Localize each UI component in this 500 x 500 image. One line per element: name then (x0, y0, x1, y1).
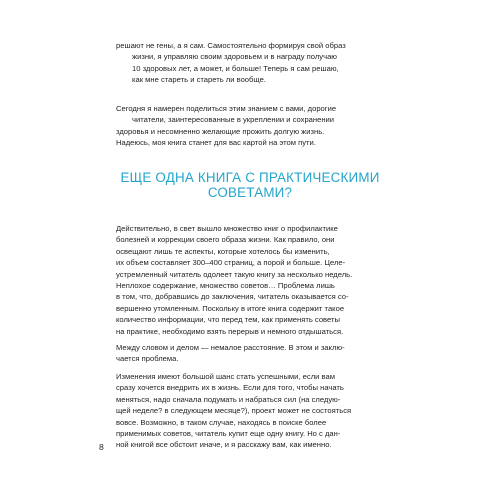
text-line: ной книгой все обстоит иначе, и я расскажу вам, как именно. (116, 440, 332, 450)
text-line: применимых советов, читатель купит еще одну книгу. Но с дан- (116, 429, 341, 439)
text-line: на практике, необходимо взять перерыв и немного отдышаться. (116, 326, 344, 336)
text-line: Изменения имеют большой шанс стать успешными, если вам (116, 372, 335, 381)
text-line: Между словом и делом — немалое расстояние. В этом и заклю- (116, 343, 345, 352)
intro-paragraph (116, 40, 378, 86)
paragraph-3 (116, 371, 378, 451)
text-line: в том, что, добравшись до заключения, читатель оказывается со- (116, 292, 349, 302)
section-heading (0, 170, 500, 200)
text-line: меняться, надо сначала подумать и набраться сил (на следую- (116, 394, 341, 404)
second-paragraph (116, 103, 378, 149)
text-line: щей неделе? в следующем месяце?), проект может не состояться (116, 406, 352, 416)
text-line: болезней и коррекции своего образа жизни. Как правило, они (116, 235, 335, 245)
text-line: жизни, я управляю своим здоровьем и в награду получаю (132, 52, 338, 62)
text-line: вершенно утомленным. Поскольку в итоге книга содержит такое (116, 303, 345, 313)
text-line: их объем составляет 300–400 страниц, а порой и больше. Целе- (116, 258, 346, 268)
text-line: чается проблема. (116, 354, 179, 364)
text-line: здоровья и несомненно желающие прожить долгую жизнь. (116, 126, 325, 136)
text-line: количество информации, что перед тем, как применять советы (116, 315, 340, 325)
text-line: как мне стареть и стареть ли вообще. (132, 75, 266, 85)
text-line: Неплохое содержание, множество советов… Проблема лишь (116, 281, 335, 291)
text-line: Сегодня я намерен поделиться этим знанием с вами, дорогие (116, 104, 337, 113)
heading-line: ЕЩЕ ОДНА КНИГА С ПРАКТИЧЕСКИМИ (120, 170, 380, 185)
text-line: Надеюсь, моя книга станет для вас картой на этом пути. (116, 138, 316, 148)
paragraph-1 (116, 223, 378, 337)
text-line: читатели, заинтересованные в укреплении и сохранении (132, 115, 335, 125)
heading-line: СОВЕТАМИ? (207, 185, 293, 201)
text-line: Действительно, в свет вышло множество книг о профилактике (116, 224, 338, 233)
text-line: 10 здоровых лет, а может, и больше! Теперь я сам решаю, (132, 63, 339, 73)
text-line: вовсе. Возможно, в таком случае, находясь в поиске более (116, 417, 327, 427)
text-line: сразу хочется внедрить их в жизнь. Если для того, чтобы начать (116, 383, 344, 393)
text-line: решают не гены, а я сам. Самостоятельно формируя свой образ (116, 41, 346, 50)
text-line: освещают лишь те аспекты, которые хотелось бы изменить, (116, 246, 330, 256)
paragraph-2 (116, 342, 378, 365)
page-number: 8 (99, 442, 104, 452)
text-line: устремленный читатель одолеет такую книгу за несколько недель. (116, 269, 353, 279)
